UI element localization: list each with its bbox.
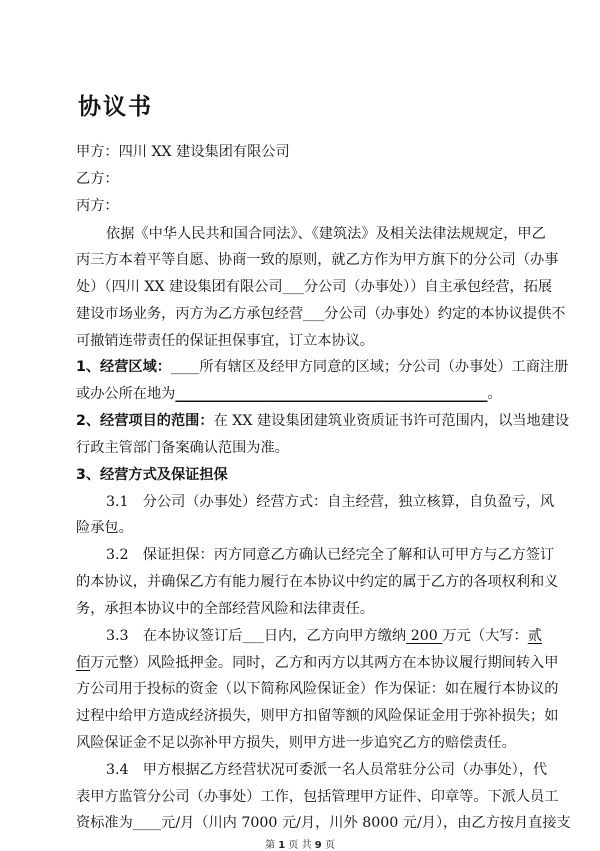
clause-3-4-line-2: 表甲方监管分公司（办事处）工作，包括管理甲方证件、印章等。下派人员工	[76, 789, 559, 805]
clause-3-3-line-5: 风险保证金不足以弥补甲方损失，则甲方进一步追究乙方的赔偿责任。	[76, 735, 516, 751]
section-1-end: 。	[487, 386, 502, 402]
clause-3-3-line-2	[76, 653, 559, 673]
clause-3-3-text-a: 3.3 在本协议签订后___日内，乙方向甲方缴纳	[106, 628, 407, 644]
clause-3-1-line-2: 险承包。	[76, 520, 133, 536]
intro-line-4: 建设市场业务，丙方为乙方承包经营___分公司（办事处）约定的本协议提供不	[76, 306, 566, 322]
section-1-line-1	[76, 357, 569, 377]
intro-line-2: 丙三方本着平等自愿、协商一致的原则，就乙方作为甲方旗下的分公司（办事	[76, 252, 559, 268]
clause-3-4-line-1: 3.4 甲方根据乙方经营状况可委派一名人员常驻分公司（办事处），代	[106, 762, 548, 778]
clause-3-3-line-3: 方公司用于投标的资金（以下简称风险保证金）作为保证：如在履行本协议的	[76, 681, 559, 697]
page-title: 协议书	[78, 94, 153, 120]
section-3-heading: 3、经营方式及保证担保	[76, 467, 228, 483]
clause-3-3-text-b: 万元（大写：	[442, 628, 528, 644]
deposit-capital-2: 佰	[76, 655, 91, 671]
section-2-heading: 2、经营项目的范围：	[76, 413, 214, 429]
section-1-line-2	[76, 384, 542, 404]
party-b: 乙方：	[76, 171, 119, 187]
clause-3-2-line-3: 务，承担本协议中的全部经营风险和法律责任。	[76, 601, 374, 617]
clause-3-2-line-1: 3.2 保证担保：丙方同意乙方确认已经完全了解和认可甲方与乙方签订	[106, 547, 555, 563]
party-c: 丙方：	[76, 198, 119, 214]
section-2-text: 在 XX 建设集团建筑业资质证书许可范围内，以当地建设	[213, 413, 570, 429]
deposit-capital-1: 贰	[527, 628, 542, 644]
footer-mid: 页 共	[288, 840, 312, 851]
section-2-line-1	[76, 411, 570, 431]
total-page-count: 9	[314, 840, 322, 851]
clause-3-3-line-4: 过程中给甲方造成经济损失，则甲方扣留等额的风险保证金用于弥补损失；如	[76, 708, 559, 724]
clause-3-1-line-1: 3.1 分公司（办事处）经营方式：自主经营，独立核算，自负盈亏，风	[106, 494, 555, 510]
section-1-prefix: 或办公所在地为	[76, 386, 176, 402]
section-2-line-2: 行政主管部门备案确认范围为准。	[76, 440, 289, 456]
footer-post: 页	[324, 840, 335, 851]
party-a: 甲方：四川 XX 建设集团有限公司	[76, 144, 290, 160]
clause-3-4-line-3: 资标准为____元/月（川内 7000 元/月，川外 8000 元/月），由乙方按月直接支	[76, 815, 571, 831]
section-1-blank: ____________________________________________	[175, 386, 488, 402]
intro-line-3: 处）（四川 XX 建设集团有限公司___分公司（办事处））自主承包经营，拓展	[76, 279, 553, 295]
clause-3-3-text-c: 万元整）风险抵押金。同时，乙方和丙方以其两方在本协议履行期间转入甲	[90, 655, 559, 671]
clause-3-2-line-2: 的本协议，并确保乙方有能力履行在本协议中约定的属于乙方的各项权利和义	[76, 574, 559, 590]
section-1-text: ____所有辖区及经甲方同意的区域；分公司（办事处）工商注册	[171, 359, 569, 375]
intro-line-5: 可撤销连带责任的保证担保事宜，订立本协议。	[76, 333, 374, 349]
footer-pre: 第	[265, 840, 276, 851]
section-1-heading: 1、经营区域：	[76, 359, 171, 375]
current-page-number: 1	[278, 840, 286, 851]
deposit-amount: 200	[406, 628, 443, 644]
clause-3-3-line-1	[106, 626, 542, 646]
intro-line-1: 依据《中华人民共和国合同法》、《建筑法》及相关法律法规规定，甲乙	[106, 226, 546, 242]
